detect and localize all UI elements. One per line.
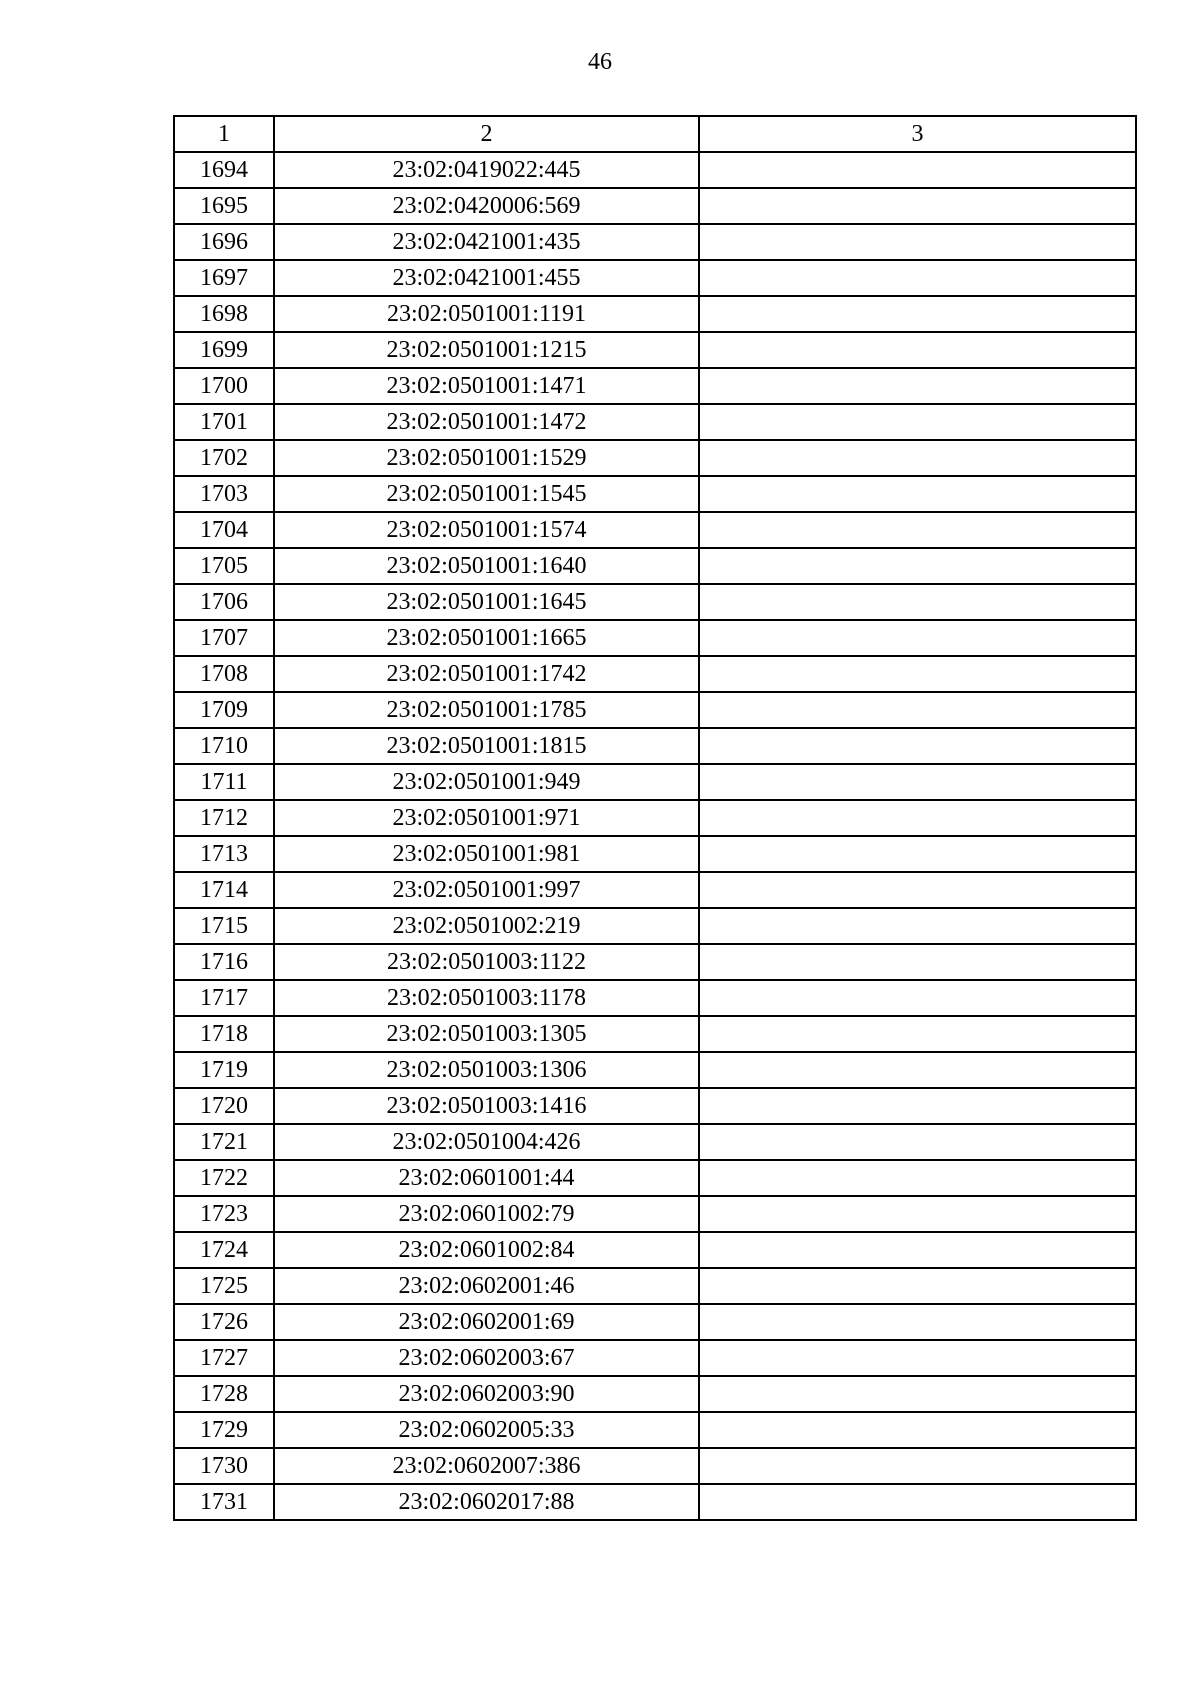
table-row (174, 1160, 1136, 1196)
table-row (174, 1340, 1136, 1376)
table-row (174, 1412, 1136, 1448)
notes-cell (699, 332, 1136, 368)
table-row (174, 1268, 1136, 1304)
page-number: 46 (588, 49, 612, 75)
table-row (174, 1484, 1136, 1520)
cadastral-number-cell: 23:02:0501001:1215 (274, 332, 699, 368)
row-number-cell: 1731 (174, 1484, 274, 1520)
cadastral-number-cell: 23:02:0501001:1472 (274, 404, 699, 440)
cadastral-number-cell: 23:02:0602007:386 (274, 1448, 699, 1484)
notes-cell (699, 656, 1136, 692)
cadastral-number-cell: 23:02:0602003:67 (274, 1340, 699, 1376)
table-row (174, 152, 1136, 188)
table-row (174, 1196, 1136, 1232)
table-row (174, 1448, 1136, 1484)
cadastral-number-cell: 23:02:0501001:1665 (274, 620, 699, 656)
notes-cell (699, 368, 1136, 404)
notes-cell (699, 872, 1136, 908)
table-row (174, 188, 1136, 224)
cadastral-number-cell: 23:02:0501002:219 (274, 908, 699, 944)
cadastral-number-cell: 23:02:0602003:90 (274, 1376, 699, 1412)
notes-cell (699, 296, 1136, 332)
row-number-cell: 1711 (174, 764, 274, 800)
notes-cell (699, 944, 1136, 980)
row-number-cell: 1714 (174, 872, 274, 908)
table-row (174, 476, 1136, 512)
row-number-cell: 1730 (174, 1448, 274, 1484)
table-row (174, 368, 1136, 404)
cadastral-number-cell: 23:02:0501001:1785 (274, 692, 699, 728)
notes-cell (699, 1088, 1136, 1124)
row-number-cell: 1694 (174, 152, 274, 188)
row-number-cell: 1724 (174, 1232, 274, 1268)
cadastral-number-cell: 23:02:0501004:426 (274, 1124, 699, 1160)
table-row (174, 872, 1136, 908)
column-header-2: 2 (274, 116, 699, 152)
row-number-cell: 1729 (174, 1412, 274, 1448)
notes-cell (699, 620, 1136, 656)
table-row (174, 296, 1136, 332)
table-row (174, 800, 1136, 836)
row-number-cell: 1725 (174, 1268, 274, 1304)
cadastral-number-cell: 23:02:0501001:1645 (274, 584, 699, 620)
row-number-cell: 1696 (174, 224, 274, 260)
column-header-1: 1 (174, 116, 274, 152)
table-row (174, 404, 1136, 440)
row-number-cell: 1698 (174, 296, 274, 332)
table-row (174, 764, 1136, 800)
table-row (174, 620, 1136, 656)
table-row (174, 584, 1136, 620)
table-row (174, 1376, 1136, 1412)
notes-cell (699, 908, 1136, 944)
row-number-cell: 1707 (174, 620, 274, 656)
cadastral-number-cell: 23:02:0501001:1545 (274, 476, 699, 512)
notes-cell (699, 1160, 1136, 1196)
column-header-3: 3 (699, 116, 1136, 152)
notes-cell (699, 692, 1136, 728)
table-row (174, 692, 1136, 728)
notes-cell (699, 404, 1136, 440)
row-number-cell: 1708 (174, 656, 274, 692)
row-number-cell: 1710 (174, 728, 274, 764)
notes-cell (699, 1412, 1136, 1448)
cadastral-number-cell: 23:02:0420006:569 (274, 188, 699, 224)
table-row (174, 1124, 1136, 1160)
table-header (174, 116, 1136, 152)
cadastral-number-cell: 23:02:0601001:44 (274, 1160, 699, 1196)
row-number-cell: 1695 (174, 188, 274, 224)
notes-cell (699, 1376, 1136, 1412)
cadastral-number-cell: 23:02:0602001:46 (274, 1268, 699, 1304)
row-number-cell: 1700 (174, 368, 274, 404)
notes-cell (699, 260, 1136, 296)
notes-cell (699, 1268, 1136, 1304)
notes-cell (699, 800, 1136, 836)
notes-cell (699, 440, 1136, 476)
notes-cell (699, 728, 1136, 764)
row-number-cell: 1703 (174, 476, 274, 512)
cadastral-number-cell: 23:02:0501001:1191 (274, 296, 699, 332)
row-number-cell: 1715 (174, 908, 274, 944)
row-number-cell: 1717 (174, 980, 274, 1016)
cadastral-number-cell: 23:02:0501003:1122 (274, 944, 699, 980)
row-number-cell: 1704 (174, 512, 274, 548)
cadastral-number-cell: 23:02:0602017:88 (274, 1484, 699, 1520)
row-number-cell: 1721 (174, 1124, 274, 1160)
table-row (174, 440, 1136, 476)
notes-cell (699, 476, 1136, 512)
row-number-cell: 1728 (174, 1376, 274, 1412)
table-row (174, 224, 1136, 260)
cadastral-number-cell: 23:02:0501003:1305 (274, 1016, 699, 1052)
table-row (174, 980, 1136, 1016)
notes-cell (699, 1052, 1136, 1088)
cadastral-number-cell: 23:02:0501003:1416 (274, 1088, 699, 1124)
row-number-cell: 1720 (174, 1088, 274, 1124)
cadastral-number-cell: 23:02:0501001:1529 (274, 440, 699, 476)
table-row (174, 944, 1136, 980)
notes-cell (699, 1340, 1136, 1376)
cadastral-number-cell: 23:02:0501001:971 (274, 800, 699, 836)
row-number-cell: 1709 (174, 692, 274, 728)
table-row (174, 260, 1136, 296)
notes-cell (699, 548, 1136, 584)
notes-cell (699, 224, 1136, 260)
notes-cell (699, 188, 1136, 224)
row-number-cell: 1726 (174, 1304, 274, 1340)
cadastral-number-cell: 23:02:0501001:981 (274, 836, 699, 872)
row-number-cell: 1701 (174, 404, 274, 440)
table-row (174, 1232, 1136, 1268)
row-number-cell: 1722 (174, 1160, 274, 1196)
notes-cell (699, 584, 1136, 620)
cadastral-number-cell: 23:02:0501001:1815 (274, 728, 699, 764)
table-body (174, 152, 1136, 1520)
notes-cell (699, 1016, 1136, 1052)
table-row (174, 836, 1136, 872)
table-row (174, 1088, 1136, 1124)
cadastral-number-cell: 23:02:0421001:455 (274, 260, 699, 296)
cadastral-number-cell: 23:02:0501003:1306 (274, 1052, 699, 1088)
notes-cell (699, 980, 1136, 1016)
cadastral-number-cell: 23:02:0501001:1742 (274, 656, 699, 692)
row-number-cell: 1697 (174, 260, 274, 296)
row-number-cell: 1718 (174, 1016, 274, 1052)
notes-cell (699, 1448, 1136, 1484)
row-number-cell: 1699 (174, 332, 274, 368)
table-row (174, 1016, 1136, 1052)
table-row (174, 1052, 1136, 1088)
notes-cell (699, 1304, 1136, 1340)
cadastral-number-cell: 23:02:0501001:1640 (274, 548, 699, 584)
cadastral-table (173, 115, 1137, 1521)
row-number-cell: 1712 (174, 800, 274, 836)
table-row (174, 332, 1136, 368)
row-number-cell: 1723 (174, 1196, 274, 1232)
cadastral-number-cell: 23:02:0601002:79 (274, 1196, 699, 1232)
cadastral-number-cell: 23:02:0501003:1178 (274, 980, 699, 1016)
table-row (174, 548, 1136, 584)
table-row (174, 908, 1136, 944)
table-row (174, 656, 1136, 692)
notes-cell (699, 1232, 1136, 1268)
cadastral-number-cell: 23:02:0501001:1574 (274, 512, 699, 548)
cadastral-number-cell: 23:02:0501001:1471 (274, 368, 699, 404)
table-row (174, 1304, 1136, 1340)
row-number-cell: 1713 (174, 836, 274, 872)
row-number-cell: 1706 (174, 584, 274, 620)
cadastral-number-cell: 23:02:0602005:33 (274, 1412, 699, 1448)
notes-cell (699, 1196, 1136, 1232)
row-number-cell: 1705 (174, 548, 274, 584)
notes-cell (699, 1484, 1136, 1520)
table-row (174, 728, 1136, 764)
table-row (174, 512, 1136, 548)
notes-cell (699, 512, 1136, 548)
notes-cell (699, 764, 1136, 800)
row-number-cell: 1719 (174, 1052, 274, 1088)
cadastral-number-cell: 23:02:0419022:445 (274, 152, 699, 188)
cadastral-number-cell: 23:02:0601002:84 (274, 1232, 699, 1268)
notes-cell (699, 836, 1136, 872)
notes-cell (699, 152, 1136, 188)
row-number-cell: 1716 (174, 944, 274, 980)
cadastral-number-cell: 23:02:0602001:69 (274, 1304, 699, 1340)
row-number-cell: 1702 (174, 440, 274, 476)
cadastral-number-cell: 23:02:0421001:435 (274, 224, 699, 260)
cadastral-number-cell: 23:02:0501001:949 (274, 764, 699, 800)
notes-cell (699, 1124, 1136, 1160)
cadastral-number-cell: 23:02:0501001:997 (274, 872, 699, 908)
header-row (174, 116, 1136, 152)
row-number-cell: 1727 (174, 1340, 274, 1376)
